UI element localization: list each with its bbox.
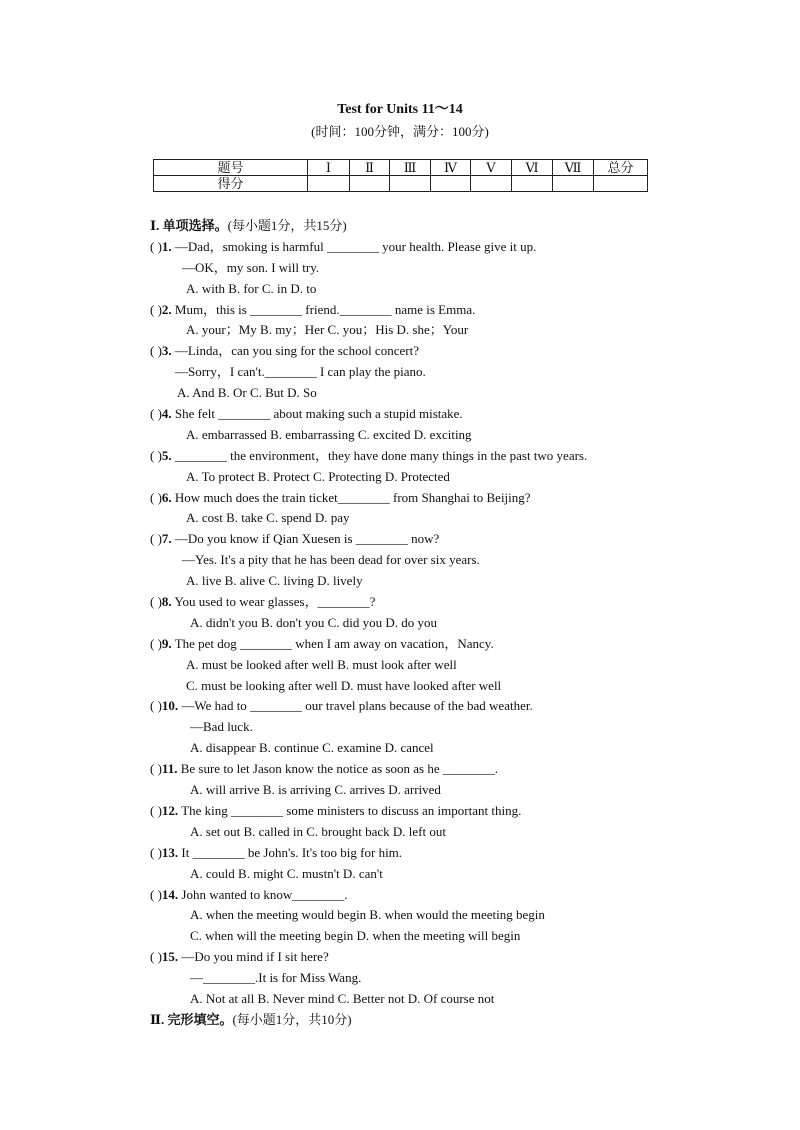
question-text: Mum，this is ________ friend.________ name is Emma.	[174, 301, 476, 317]
answer-bracket: ( )	[150, 594, 162, 610]
answer-options: A. live B. alive C. living D. lively	[186, 573, 363, 589]
answer-bracket: ( )	[150, 635, 162, 651]
question-number: 10.	[161, 698, 179, 714]
score-cell: Ⅴ	[471, 160, 512, 176]
score-cell: 总分	[594, 160, 648, 176]
question	[150, 696, 670, 717]
score-cell-empty	[350, 176, 390, 192]
score-table-header-row	[154, 160, 648, 176]
question-text: She felt ________ about making such a stupid mistake.	[174, 406, 463, 422]
answer-bracket: ( )	[150, 761, 162, 777]
question-text: —Do you mind if I sit here?	[181, 949, 329, 965]
answer-options: A. will arrive B. is arriving C. arrives D. arrived	[190, 782, 441, 798]
answer-options: C. must be looking after well D. must have looked after well	[186, 677, 502, 693]
question-number: 2.	[161, 301, 172, 317]
score-cell-empty	[553, 176, 594, 192]
answer-bracket: ( )	[150, 949, 162, 965]
answer-options: A. disappear B. continue C. examine D. cancel	[190, 740, 434, 756]
question-text: You used to wear glasses，________?	[174, 594, 376, 610]
question-text: Be sure to let Jason know the notice as soon as he ________.	[180, 761, 499, 777]
question-text: —We had to ________ our travel plans because of the bad weather.	[181, 698, 533, 714]
question-number: 12.	[161, 802, 179, 818]
answer-options: A. must be looked after well B. must look after well	[186, 656, 457, 672]
question-number: 4.	[161, 406, 172, 422]
score-table-score-row	[154, 176, 648, 192]
answer-bracket: ( )	[150, 489, 162, 505]
question	[150, 885, 670, 906]
question-number: 13.	[161, 844, 179, 860]
question-number: 1.	[161, 238, 172, 254]
score-cell: Ⅳ	[431, 160, 471, 176]
question	[150, 759, 670, 780]
answer-options: A. set out B. called in C. brought back D. left out	[190, 823, 446, 839]
question	[150, 237, 670, 258]
question-text: ________ the environment，they have done many things in the past two years.	[174, 447, 588, 463]
question-number: 6.	[161, 489, 172, 505]
question-text: It ________ be John's. It's too big for him.	[181, 844, 403, 860]
score-cell-empty	[390, 176, 431, 192]
answer-options: A. could B. might C. mustn't D. can't	[190, 865, 383, 881]
question	[150, 592, 670, 613]
question-number: 9.	[161, 635, 172, 651]
question-text: —Linda，can you sing for the school concert?	[174, 343, 419, 359]
score-cell: 题号	[154, 160, 308, 176]
question-text: —Sorry，I can't.________ I can play the piano.	[175, 364, 426, 380]
question	[150, 488, 670, 509]
answer-bracket: ( )	[150, 343, 162, 359]
answer-bracket: ( )	[150, 447, 162, 463]
answer-options: A. your；My B. my；Her C. you；His D. she；Your	[186, 322, 469, 338]
question-text: The pet dog ________ when I am away on vacation，Nancy.	[174, 635, 494, 651]
question	[150, 843, 670, 864]
score-cell: Ⅶ	[553, 160, 594, 176]
section-title: Ⅰ. 单项选择。	[150, 218, 228, 233]
score-cell-empty	[308, 176, 350, 192]
score-cell: 得分	[154, 176, 308, 192]
score-cell: Ⅱ	[350, 160, 390, 176]
section-heading	[150, 1010, 670, 1031]
question	[150, 404, 670, 425]
answer-options: C. when will the meeting begin D. when the meeting will begin	[190, 928, 521, 944]
section-note: (每小题1分，共15分)	[227, 218, 347, 233]
question	[150, 446, 670, 467]
question-text: —Dad，smoking is harmful ________ your health. Please give it up.	[174, 238, 537, 254]
answer-options: A. And B. Or C. But D. So	[177, 385, 317, 401]
question-text: How much does the train ticket________ from Shanghai to Beijing?	[174, 489, 531, 505]
question	[150, 947, 670, 968]
score-cell-empty	[512, 176, 553, 192]
test-title: Test for Units 11～14	[337, 102, 463, 117]
answer-options: A. when the meeting would begin B. when would the meeting begin	[190, 907, 545, 923]
answer-options: A. embarrassed B. embarrassing C. excited D. exciting	[186, 426, 472, 442]
score-cell-empty	[431, 176, 471, 192]
question-number: 8.	[161, 594, 172, 610]
answer-options: A. To protect B. Protect C. Protecting D. Protected	[186, 468, 450, 484]
question-text: —Do you know if Qian Xuesen is ________ now?	[174, 531, 440, 547]
question	[150, 341, 670, 362]
question-text: The king ________ some ministers to discuss an important thing.	[181, 802, 522, 818]
answer-options: A. Not at all B. Never mind C. Better not D. Of course not	[190, 990, 495, 1006]
answer-bracket: ( )	[150, 886, 162, 902]
score-cell: Ⅲ	[390, 160, 431, 176]
answer-options: A. cost B. take C. spend D. pay	[186, 510, 350, 526]
question-number: 3.	[161, 343, 172, 359]
question-number: 7.	[161, 531, 172, 547]
answer-options: A. didn't you B. don't you C. did you D. do you	[190, 614, 437, 630]
question	[150, 634, 670, 655]
question-number: 11.	[161, 761, 178, 777]
answer-bracket: ( )	[150, 802, 162, 818]
score-cell: Ⅰ	[308, 160, 350, 176]
question-text: —Yes. It's a pity that he has been dead for over six years.	[182, 552, 480, 568]
answer-bracket: ( )	[150, 406, 162, 422]
answer-bracket: ( )	[150, 698, 162, 714]
score-cell: Ⅵ	[512, 160, 553, 176]
question-number: 5.	[161, 447, 172, 463]
section-title: Ⅱ. 完形填空。	[150, 1011, 233, 1027]
answer-bracket: ( )	[150, 531, 162, 547]
question-text: John wanted to know________.	[181, 886, 348, 902]
question-text: —OK，my son. I will try.	[182, 259, 320, 275]
question	[150, 300, 670, 321]
score-table	[153, 159, 648, 192]
score-cell-empty	[594, 176, 648, 192]
question-text: —Bad luck.	[190, 719, 253, 735]
question-number: 15.	[161, 949, 179, 965]
section-heading	[150, 216, 670, 237]
section-note: (每小题1分，共10分)	[232, 1011, 352, 1027]
question	[150, 801, 670, 822]
answer-bracket: ( )	[150, 844, 162, 860]
score-cell-empty	[471, 176, 512, 192]
question-list	[150, 216, 670, 1031]
question-text: —________.It is for Miss Wang.	[190, 970, 362, 986]
answer-options: A. with B. for C. in D. to	[186, 280, 317, 296]
test-subtitle: (时间：100分钟，满分：100分)	[311, 124, 489, 139]
answer-bracket: ( )	[150, 301, 162, 317]
question-number: 14.	[161, 886, 179, 902]
question	[150, 529, 670, 550]
answer-bracket: ( )	[150, 238, 162, 254]
